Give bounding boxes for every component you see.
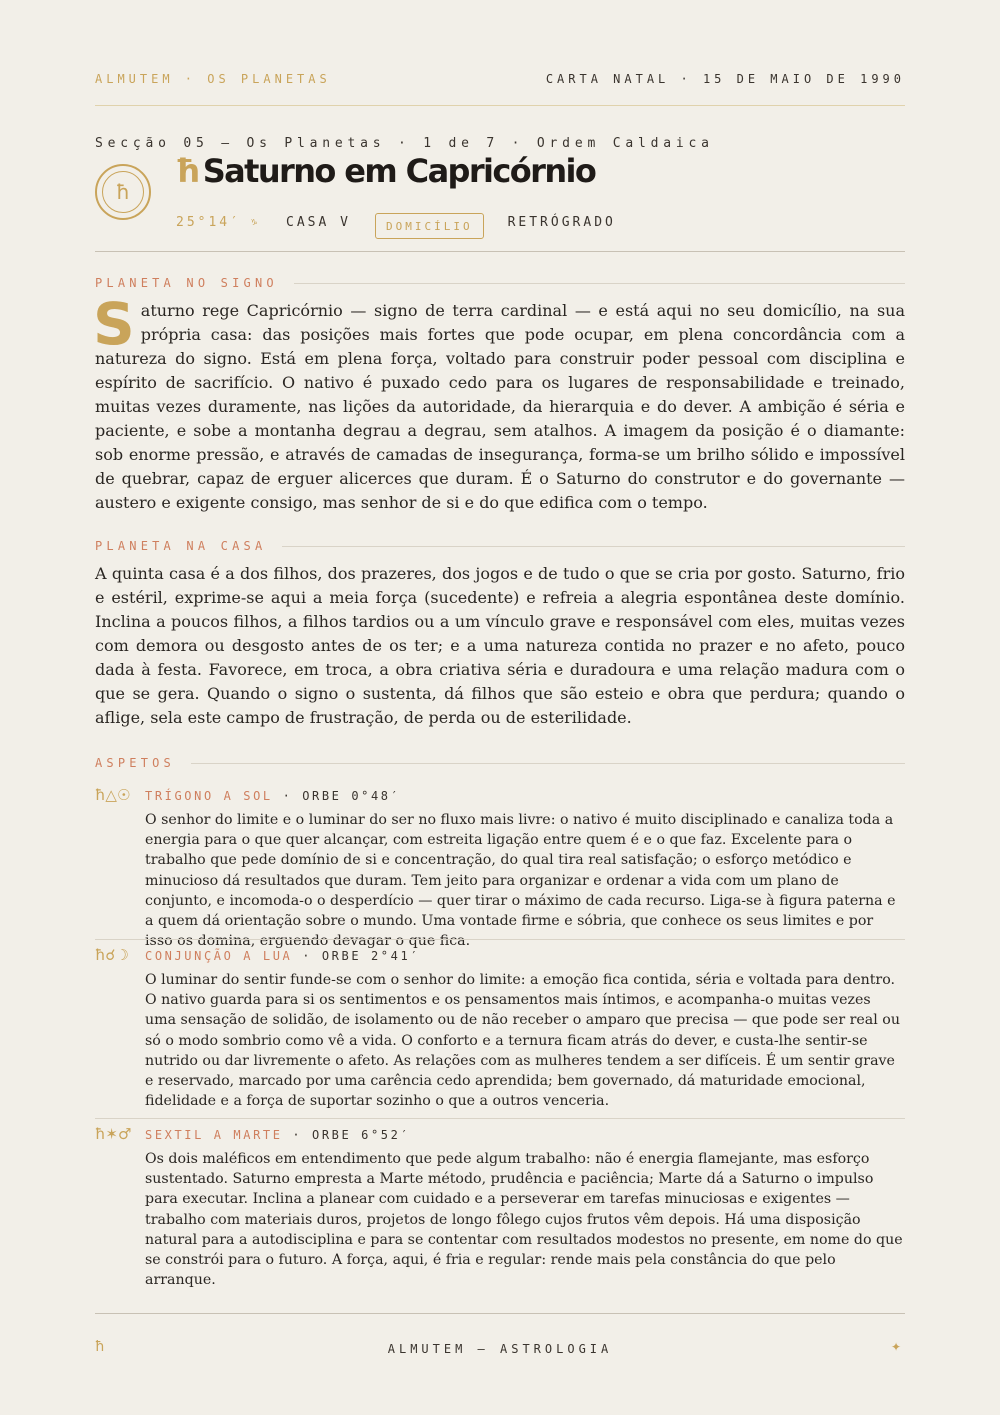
dignity-badge: DOMICÍLIO bbox=[375, 213, 484, 239]
degree-value: 25°14′ bbox=[176, 214, 241, 230]
aspect-orb: · ORBE 0°48′ bbox=[282, 789, 401, 803]
placement-meta bbox=[176, 205, 616, 239]
motion-label: RETRÓGRADO bbox=[507, 214, 616, 230]
trine-sun-icon: ħ△☉ bbox=[95, 786, 131, 804]
aspect-header bbox=[145, 789, 905, 803]
aspect-item-trine-sun bbox=[95, 786, 905, 951]
saturn-title-icon: ħ bbox=[175, 152, 199, 190]
sign-text: aturno rege Capricórnio — signo de terra cardinal — e está aqui no seu domicílio, na sua própria casa: das posições mais fortes que pode ocupar, em plena concordância com a natureza do signo. Está em plena força, voltado para construir poder pessoal com disciplina e espírito de sacrifício. O nativo é puxado cedo para os lugares de responsabilidade e treinado, muitas vezes duramente, nas lições da autoridade, da hierarquia e do dever. A ambição é séria e paciente, e sobe a montanha degrau a degrau, sem atalhos. A imagem da posição é o diamante: sob enorme pressão, e através de camadas de insegurança, forma-se um brilho sólido e impossível de quebrar, capaz de erguer alicerces que duram. É o Saturno do construtor e do governante — austero e exigente consigo, mas senhor de si e do que edifica com o tempo. bbox=[95, 301, 905, 512]
footer-divider bbox=[95, 1313, 905, 1314]
aspect-divider bbox=[95, 1118, 905, 1119]
saturn-icon: ħ bbox=[116, 180, 130, 204]
aspect-header bbox=[145, 949, 905, 963]
footer-label: ALMUTEM — ASTROLOGIA bbox=[387, 1342, 613, 1356]
page-title bbox=[175, 152, 595, 190]
aspect-divider bbox=[95, 939, 905, 940]
title-text: Saturno em Capricórnio bbox=[202, 152, 596, 190]
house-label: CASA V bbox=[286, 214, 351, 230]
planet-medallion bbox=[95, 164, 151, 220]
header-divider bbox=[95, 105, 905, 106]
conjunction-moon-icon: ħ☌☽ bbox=[95, 946, 129, 964]
house-heading-label: PLANETA NA CASA bbox=[95, 539, 267, 553]
aspect-orb: · ORBE 2°41′ bbox=[302, 949, 421, 963]
sign-heading-label: PLANETA NO SIGNO bbox=[95, 276, 278, 290]
aspect-text: Os dois maléficos em entendimento que pede algum trabalho: não é energia flamejante, mas esforço sustentado. Saturno empresta a Marte método, prudência e paciência; Marte dá a Saturno o impulso para executar. Inclina a planear com cuidado e a perseverar em tarefas minuciosas e exigentes — trabalho com materiais duros, projetos de longo fôlego cujos frutos vêm depois. Há uma disposição natural para a autodisciplina e para se contentar com resultados modestos no presente, em nome do que se constrói para o futuro. A força, aqui, é fria e regular: rende mais pela constância do que pelo arranque. bbox=[145, 1151, 903, 1289]
sign-section-heading bbox=[95, 276, 905, 290]
sign-paragraph bbox=[93, 290, 905, 515]
running-header bbox=[95, 72, 905, 86]
aspect-item-sextile-mars bbox=[95, 1125, 905, 1290]
aspects-section-heading bbox=[95, 756, 905, 770]
title-divider bbox=[95, 251, 905, 252]
drop-cap: S bbox=[93, 290, 135, 358]
house-paragraph: A quinta casa é a dos filhos, dos prazeres, dos jogos e de tudo o que se cria por gosto. Saturno, frio e estéril, exprime-se aqui a meia força (sucedente) e refreia a alegria espontânea deste domínio. Inclina a poucos filhos, a filhos tardios ou a um vínculo grave e responsável com eles, muitas vezes com demora ou desgosto antes de os ter; e a uma natureza contida no prazer e no afeto, pouco dada à festa. Favorece, em troca, a obra criativa séria e duradoura e uma relação madura com o que se gera. Quando o signo o sustenta, dá filhos que são esteio e obra que perdura; quando o aflige, sela este campo de frustração, de perda ou de esterilidade. bbox=[95, 564, 905, 727]
aspect-item-conjunction-moon bbox=[95, 946, 905, 1111]
aspect-header bbox=[145, 1128, 905, 1142]
star-ornament-icon: ✦ bbox=[890, 1340, 901, 1354]
aspect-orb: · ORBE 6°52′ bbox=[292, 1128, 411, 1142]
aspect-name: SEXTIL A MARTE bbox=[145, 1128, 283, 1142]
capricorn-icon: ♑ bbox=[250, 216, 260, 228]
aspect-name: CONJUNÇÃO A LUA bbox=[145, 949, 293, 963]
aspect-text: O luminar do sentir funde-se com o senhor do limite: a emoção fica contida, séria e voltada para dentro. O nativo guarda para si os sentimentos e os pensamentos mais íntimos, e acompanha-o muitas vezes uma sensação de solidão, de isolamento ou de não receber o amparo que precisa — que pode ser real ou só o modo sombrio como vê a vida. O conforto e a ternura ficam atrás do dever, e custa-lhe sentir-se nutrido ou dar livremente o afeto. As relações com as mulheres tendem a ser difíceis. É um sentir grave e reservado, marcado por uma carência cedo aprendida; bem governado, dá maturidade emocional, fidelidade e a força de suportar sozinho o que a outros venceria. bbox=[145, 972, 900, 1110]
house-section-heading bbox=[95, 539, 905, 553]
brand-label: ALMUTEM · OS PLANETAS bbox=[95, 72, 331, 86]
saturn-footer-icon: ħ bbox=[95, 1339, 105, 1355]
aspects-heading-label: ASPETOS bbox=[95, 756, 175, 770]
heading-rule bbox=[282, 546, 905, 547]
aspect-name: TRÍGONO A SOL bbox=[145, 789, 273, 803]
section-eyebrow: Secção 05 — Os Planetas · 1 de 7 · Ordem Caldaica bbox=[95, 136, 714, 151]
chart-label: CARTA NATAL · 15 DE MAIO DE 1990 bbox=[545, 72, 905, 86]
heading-rule bbox=[294, 283, 905, 284]
sextile-mars-icon: ħ✶♂ bbox=[95, 1125, 132, 1143]
heading-rule bbox=[191, 763, 905, 764]
aspect-text: O senhor do limite e o luminar do ser no fluxo mais livre: o nativo é muito disciplinado e canaliza toda a energia para o que quer alcançar, com estreita ligação entre quem é e o que faz. Excelente para o trabalho que pede domínio de si e concentração, do qual tira real satisfação; o esforço metódico e minucioso dá resultados que duram. Tem jeito para organizar e ordenar a vida com um plano de conjunto, e incomoda-o o desperdício — quer tirar o máximo de cada recurso. Liga-se à figura paterna e a quem dá orientação sobre o mundo. Uma vontade firme e sóbria, que conhece os seus limites e por isso os domina, erguendo devagar o que fica. bbox=[145, 812, 896, 950]
